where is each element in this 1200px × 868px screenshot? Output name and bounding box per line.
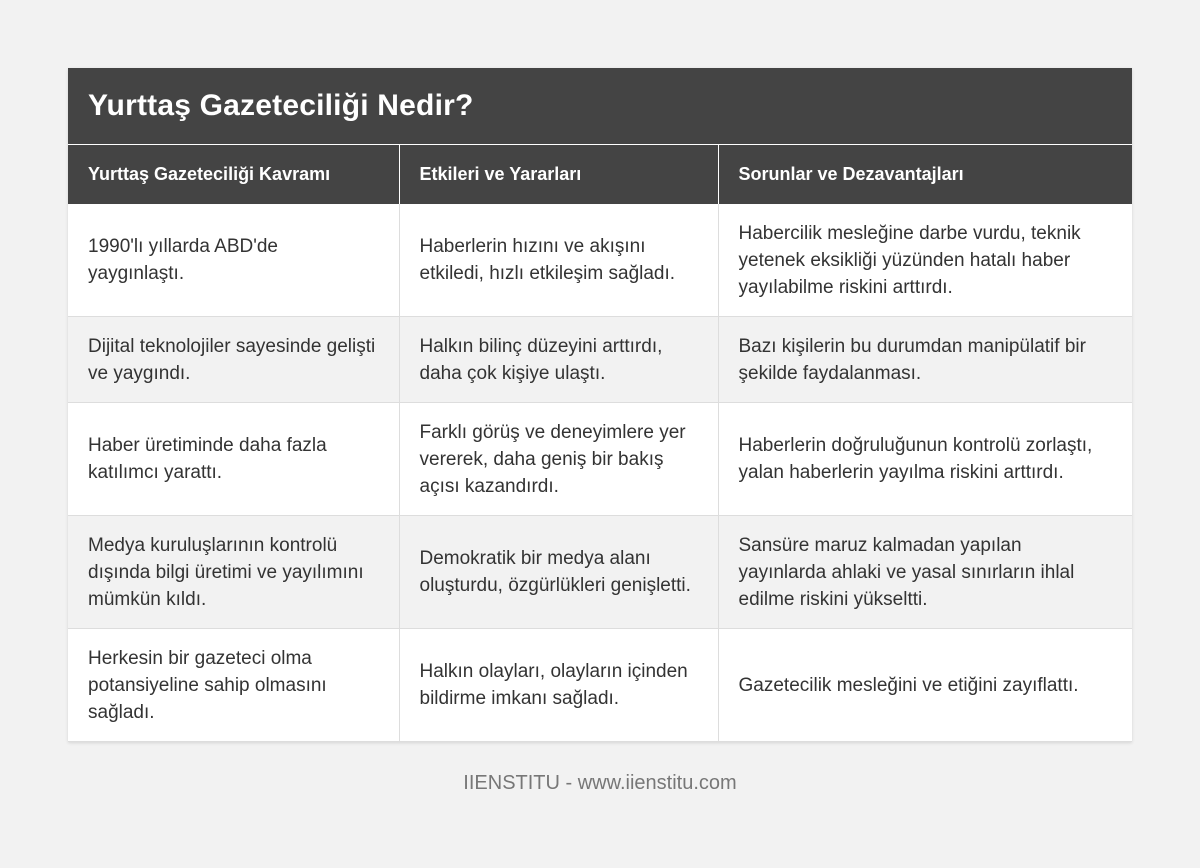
footer-credit: IIENSTITU - www.iienstitu.com [463, 772, 737, 794]
table-cell: Demokratik bir medya alanı oluşturdu, özgürlükleri genişletti. [399, 516, 718, 629]
column-header-concept: Yurttaş Gazeteciliği Kavramı [68, 145, 399, 204]
table-header-row [68, 145, 1132, 204]
table-cell: Medya kuruluşlarının kontrolü dışında bilgi üretimi ve yayılımını mümkün kıldı. [68, 516, 399, 629]
table-cell: Gazetecilik mesleğini ve etiğini zayıflattı. [718, 629, 1132, 742]
table-cell: Sansüre maruz kalmadan yapılan yayınlarda ahlaki ve yasal sınırların ihlal edilme riskini yükseltti. [718, 516, 1132, 629]
table-row [68, 403, 1132, 516]
table-row [68, 516, 1132, 629]
table-cell: Herkesin bir gazeteci olma potansiyeline sahip olmasını sağladı. [68, 629, 399, 742]
table-cell: 1990'lı yıllarda ABD'de yaygınlaştı. [68, 204, 399, 317]
table-cell: Habercilik mesleğine darbe vurdu, teknik yetenek eksikliği yüzünden hatalı haber yayılabilme riskini arttırdı. [718, 204, 1132, 317]
table-row [68, 204, 1132, 317]
table-cell: Haber üretiminde daha fazla katılımcı yarattı. [68, 403, 399, 516]
table-cell: Farklı görüş ve deneyimlere yer vererek, daha geniş bir bakış açısı kazandırdı. [399, 403, 718, 516]
table-cell: Halkın bilinç düzeyini arttırdı, daha çok kişiye ulaştı. [399, 317, 718, 403]
column-header-benefits: Etkileri ve Yararları [399, 145, 718, 204]
page-title: Yurttaş Gazeteciliği Nedir? [88, 89, 474, 122]
comparison-card [68, 68, 1132, 742]
table-cell: Bazı kişilerin bu durumdan manipülatif bir şekilde faydalanması. [718, 317, 1132, 403]
table-cell: Halkın olayları, olayların içinden bildirme imkanı sağladı. [399, 629, 718, 742]
table-row [68, 629, 1132, 742]
column-header-problems: Sorunlar ve Dezavantajları [718, 145, 1132, 204]
table-cell: Dijital teknolojiler sayesinde gelişti ve yaygındı. [68, 317, 399, 403]
table-cell: Haberlerin hızını ve akışını etkiledi, hızlı etkileşim sağladı. [399, 204, 718, 317]
table-cell: Haberlerin doğruluğunun kontrolü zorlaştı, yalan haberlerin yayılma riskini arttırdı. [718, 403, 1132, 516]
title-bar [68, 68, 1132, 145]
comparison-table [68, 145, 1132, 742]
table-row [68, 317, 1132, 403]
